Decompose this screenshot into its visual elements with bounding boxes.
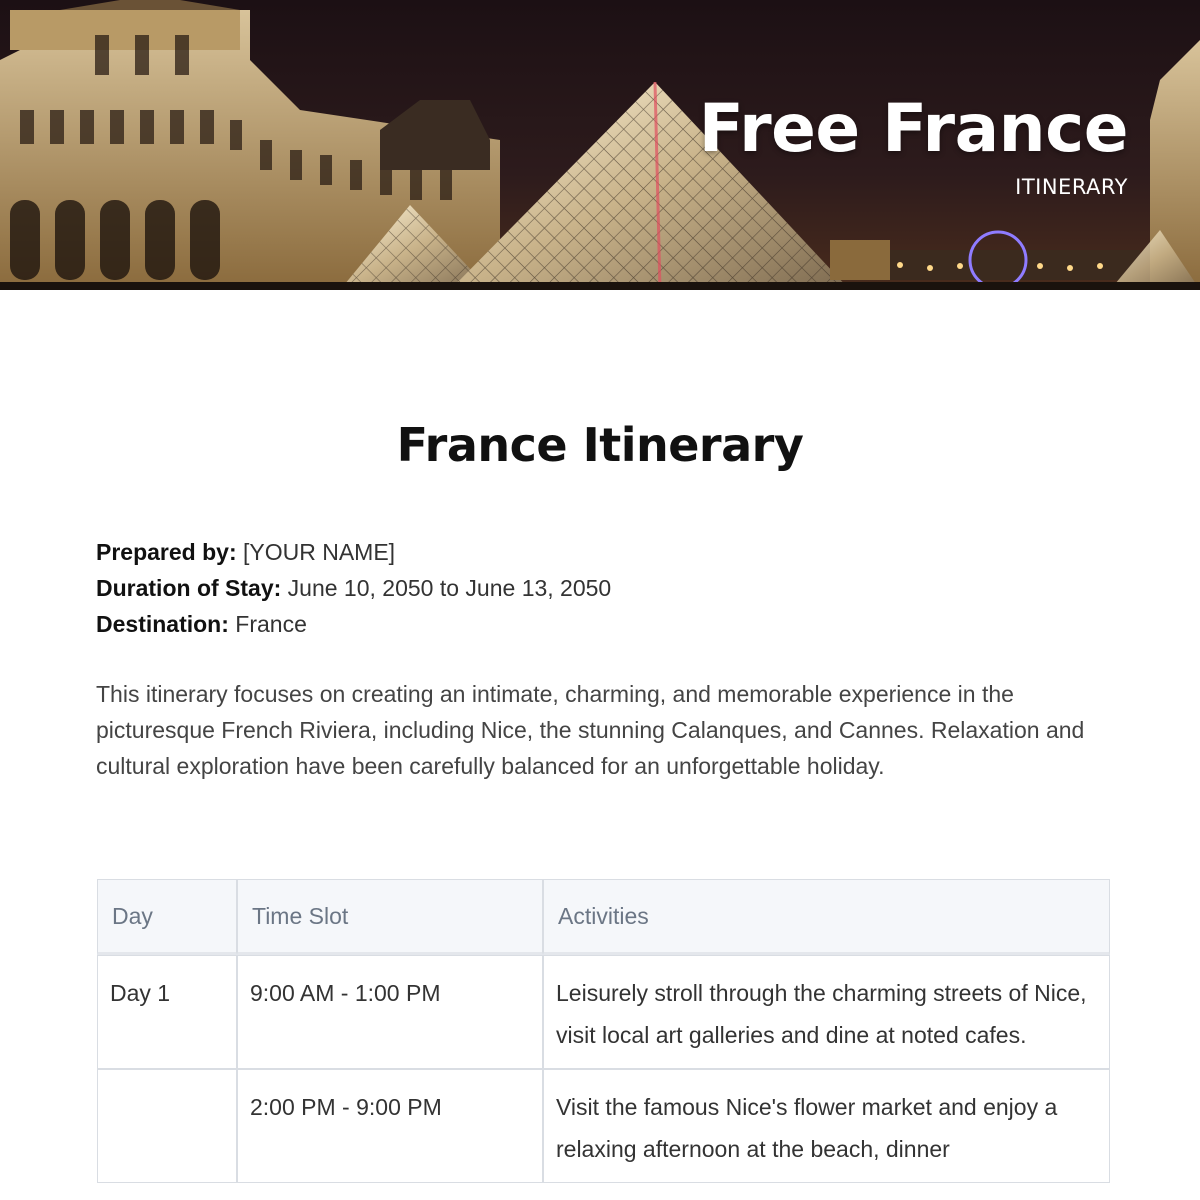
cell-day: Day 1 [97, 955, 237, 1069]
table-header-row [97, 879, 1110, 955]
intro-paragraph: This itinerary focuses on creating an intimate, charming, and memorable experience in the picturesque French Riviera, including Nice, the stunning Calanques, and Cannes. Relaxation and cultural exploration have been carefully balanced for an unforgettable holiday. [96, 681, 1085, 779]
meta-prepared-by [96, 534, 611, 570]
meta-label: Destination: [96, 611, 229, 637]
meta-value: France [235, 611, 307, 637]
meta-destination [96, 606, 611, 642]
cell-activity: Visit the famous Nice's flower market and enjoy a relaxing afternoon at the beach, dinner [543, 1069, 1110, 1183]
cell-time: 9:00 AM - 1:00 PM [237, 955, 543, 1069]
meta-info [96, 534, 611, 642]
hero-subtitle: ITINERARY [1015, 175, 1128, 199]
cell-day [97, 1069, 237, 1183]
hero-banner [0, 0, 1200, 290]
cell-activity: Leisurely stroll through the charming streets of Nice, visit local art galleries and dine at noted cafes. [543, 955, 1110, 1069]
meta-duration [96, 570, 611, 606]
table-row [97, 1069, 1110, 1183]
table-row [97, 955, 1110, 1069]
itinerary-table [97, 879, 1110, 1183]
hero-title: Free France [698, 90, 1128, 167]
document-title: France Itinerary [396, 418, 804, 472]
meta-label: Prepared by: [96, 539, 237, 565]
meta-value: [YOUR NAME] [243, 539, 396, 565]
column-header-day: Day [97, 879, 237, 955]
column-header-activities: Activities [543, 879, 1110, 955]
cell-time: 2:00 PM - 9:00 PM [237, 1069, 543, 1183]
meta-label: Duration of Stay: [96, 575, 282, 601]
column-header-time-slot: Time Slot [237, 879, 543, 955]
meta-value: June 10, 2050 to June 13, 2050 [287, 575, 612, 601]
